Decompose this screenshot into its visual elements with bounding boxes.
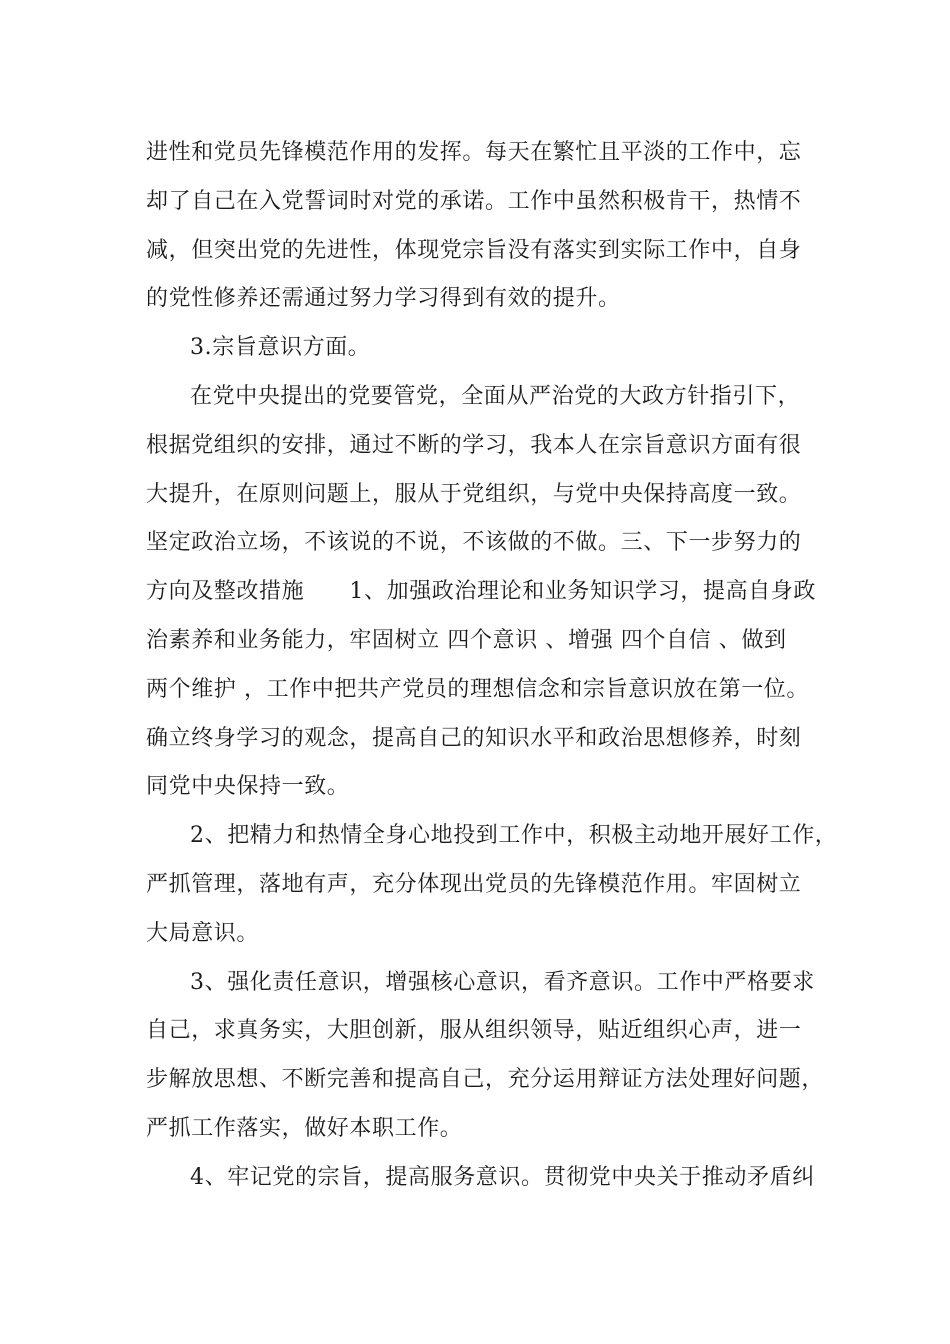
document-body	[146, 129, 838, 1203]
text-line: 两个维护 ，工作中把共产党员的理想信念和宗旨意识放在第一位。	[146, 676, 809, 702]
text-line: 严抓管理，落地有声，充分体现出党员的先锋模范作用。牢固树立	[146, 871, 802, 897]
text-line: 根据党组织的安排，通过不断的学习，我本人在宗旨意识方面有很	[146, 432, 802, 458]
paragraph-measure-3	[146, 959, 825, 1154]
paragraph-measure-2	[146, 812, 838, 958]
paragraph-purpose-awareness	[146, 373, 816, 812]
text-line: 的党性修养还需通过努力学习得到有效的提升。	[146, 286, 621, 312]
text-line: 却了自己在入党誓词时对党的承诺。工作中虽然积极肯干，热情不	[146, 188, 802, 214]
text-line: 步解放思想、不断完善和提高自己，充分运用辩证方法处理好问题，	[146, 1067, 825, 1093]
text-line: 进性和党员先锋模范作用的发挥。每天在繁忙且平淡的工作中，忘	[146, 140, 802, 165]
text-line: 方向及整改措施 1、加强政治理论和业务知识学习，提高自身政	[146, 579, 816, 605]
paragraph-measure-4	[146, 1154, 815, 1203]
text-line: 严抓工作落实，做好本职工作。	[146, 1115, 463, 1141]
text-line: 自己，求真务实，大胆创新，服从组织领导，贴近组织心声，进一	[146, 1018, 802, 1044]
text-line: 确立终身学习的观念，提高自己的知识水平和政治思想修养，时刻	[146, 725, 802, 751]
text-line: 在党中央提出的党要管党，全面从严治党的大政方针指引下，	[190, 383, 801, 409]
text-line: 治素养和业务能力，牢固树立 四个意识 、增强 四个自信 、做到	[146, 627, 787, 653]
text-line: 大局意识。	[146, 920, 260, 946]
text-line: 坚定政治立场，不该说的不说，不该做的不做。三、下一步努力的	[146, 530, 802, 556]
section-heading-purpose-awareness	[146, 324, 806, 373]
paragraph-party-spirit-continued	[146, 129, 806, 324]
text-line: 减，但突出党的先进性，体现党宗旨没有落实到实际工作中，自身	[146, 237, 802, 263]
text-line: 3、强化责任意识，增强核心意识，看齐意识。工作中严格要求	[190, 969, 815, 995]
section-heading-text: 3.宗旨意识方面。	[190, 335, 371, 361]
text-line: 大提升，在原则问题上，服从于党组织，与党中央保持高度一致。	[146, 481, 802, 507]
text-line: 4、牢记党的宗旨，提高服务意识。贯彻党中央关于推动矛盾纠	[190, 1164, 815, 1190]
text-line: 2、把精力和热情全身心地投到工作中，积极主动地开展好工作，	[190, 823, 838, 849]
text-line: 同党中央保持一致。	[146, 774, 350, 800]
